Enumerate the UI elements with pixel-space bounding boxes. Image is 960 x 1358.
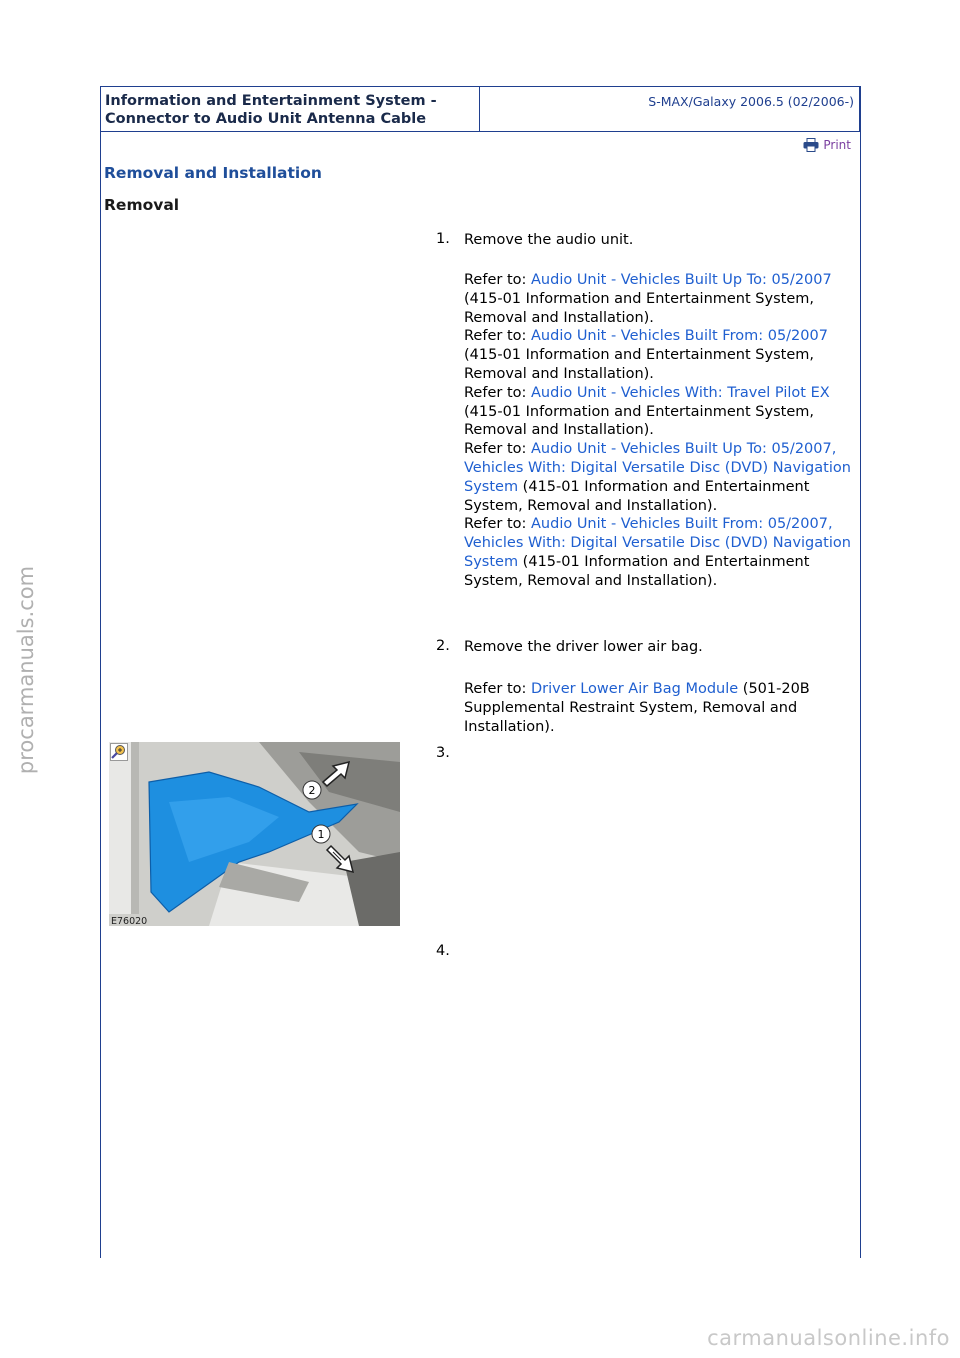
printer-icon (803, 138, 819, 152)
step-1-references (464, 271, 856, 591)
zoom-in-icon[interactable] (110, 743, 128, 761)
model-label: S-MAX/Galaxy 2006.5 (02/2006-) (648, 94, 854, 109)
reference-6 (464, 680, 856, 736)
print-button[interactable] (803, 138, 851, 152)
reference-6-detail: (501-20B Supplemental Restraint System, Removal and Installation). (464, 681, 810, 735)
step-3-number: 3. (436, 745, 450, 761)
link-audio-unit-up-to-2007-dvd[interactable]: Audio Unit - Vehicles Built Up To: 05/2007, Vehicles With: Digital Versatile Disc (DVD) Navigation System (464, 441, 851, 495)
reference-3 (464, 384, 856, 440)
title-line-2: Connector to Audio Unit Antenna Cable (105, 111, 427, 127)
refer-to-label: Refer to: (464, 441, 531, 458)
document-header (100, 86, 860, 132)
print-label: Print (823, 138, 851, 152)
link-driver-lower-air-bag-module[interactable]: Driver Lower Air Bag Module (531, 681, 739, 697)
step-1-text: Remove the audio unit. (464, 232, 634, 248)
reference-3-detail: (415-01 Information and Entertainment System, Removal and Installation). (464, 403, 814, 439)
reference-5-detail: (415-01 Information and Entertainment System, Removal and Installation). (464, 553, 810, 589)
reference-4 (464, 440, 856, 515)
reference-5 (464, 515, 856, 590)
refer-to-label: Refer to: (464, 516, 531, 533)
subsection-title: Removal (104, 196, 180, 214)
section-title: Removal and Installation (104, 164, 322, 182)
document-title (101, 87, 480, 131)
refer-to-label: Refer to: (464, 384, 531, 401)
side-watermark (6, 560, 46, 780)
page-frame (100, 86, 861, 1258)
figure-code: E76020 (111, 916, 148, 926)
reference-4-detail: (415-01 Information and Entertainment System, Removal and Installation). (464, 478, 810, 514)
figure-illustration (109, 742, 400, 926)
step-3-figure[interactable] (109, 742, 400, 926)
reference-2 (464, 327, 856, 383)
reference-2-detail: (415-01 Information and Entertainment System, Removal and Installation). (464, 347, 814, 382)
refer-to-label: Refer to: (464, 272, 531, 288)
refer-to-label: Refer to: (464, 328, 531, 345)
callout-1: 1 (317, 828, 325, 841)
link-audio-unit-from-2007-dvd[interactable]: Audio Unit - Vehicles Built From: 05/2007, Vehicles With: Digital Versatile Disc (DVD) Navigation System (464, 516, 851, 570)
callout-2: 2 (308, 784, 316, 797)
link-audio-unit-up-to-2007[interactable]: Audio Unit - Vehicles Built Up To: 05/2007 (531, 272, 832, 288)
link-audio-unit-from-2007[interactable]: Audio Unit - Vehicles Built From: 05/2007 (531, 328, 828, 345)
step-1-number: 1. (436, 231, 450, 247)
step-2-number: 2. (436, 638, 450, 654)
bottom-watermark: carmanualsonline.info (707, 1326, 950, 1350)
title-line-1: Information and Entertainment System - (105, 93, 437, 109)
step-4-number: 4. (436, 943, 450, 959)
reference-1-detail: (415-01 Information and Entertainment System, Removal and Installation). (464, 290, 814, 326)
refer-to-label: Refer to: (464, 681, 531, 697)
step-2-text: Remove the driver lower air bag. (464, 639, 703, 655)
side-watermark-text: procarmanuals.com (14, 565, 38, 775)
step-2-references (464, 680, 856, 736)
reference-1 (464, 271, 856, 327)
link-audio-unit-travel-pilot[interactable]: Audio Unit - Vehicles With: Travel Pilot EX (531, 384, 830, 401)
